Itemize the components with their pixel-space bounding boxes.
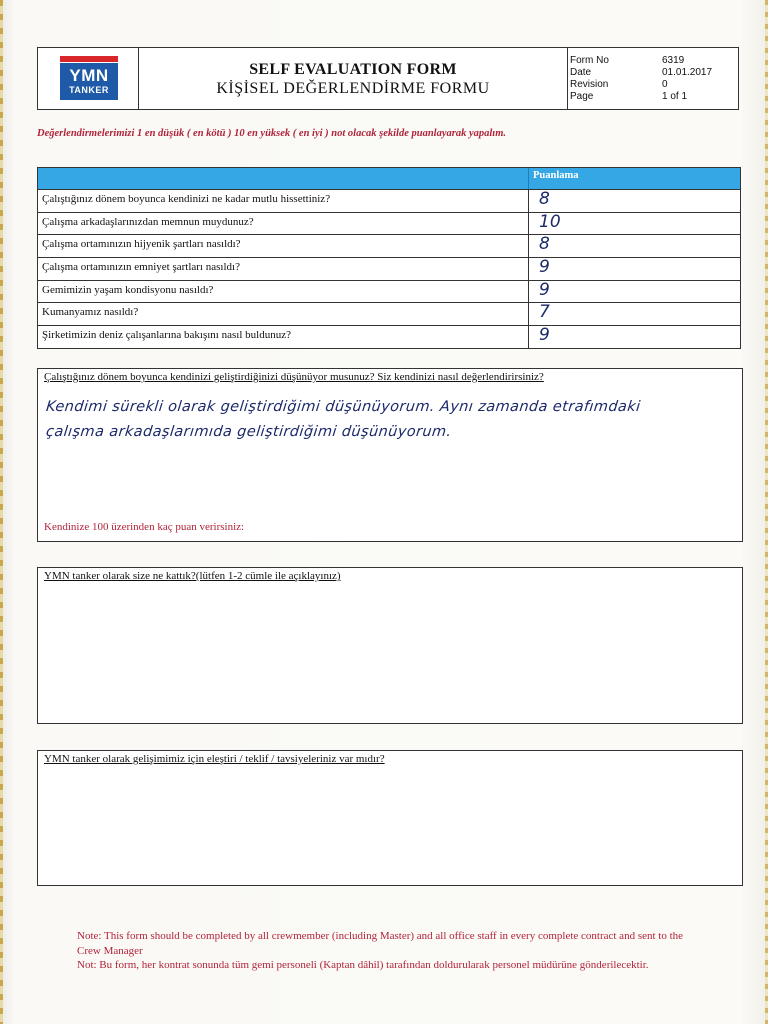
score-value: 9 bbox=[539, 257, 550, 278]
score-value: 8 bbox=[539, 234, 550, 255]
score-value: 9 bbox=[539, 325, 550, 346]
table-row bbox=[38, 190, 740, 213]
meta-revision bbox=[570, 79, 736, 91]
logo-red-stripe bbox=[60, 56, 118, 62]
rating-table bbox=[37, 167, 741, 349]
score-field[interactable] bbox=[528, 258, 741, 280]
feedback-box[interactable] bbox=[37, 750, 743, 886]
table-row bbox=[38, 281, 740, 304]
score-value: 7 bbox=[539, 302, 550, 323]
meta-key: Date bbox=[570, 67, 592, 78]
score-field[interactable] bbox=[528, 281, 741, 303]
self-score-prompt: Kendinize 100 üzerinden kaç puan verirsiniz: bbox=[44, 521, 245, 533]
title-cell bbox=[139, 48, 568, 109]
logo-box bbox=[60, 63, 118, 100]
rating-question: Kumanyamız nasıldı? bbox=[42, 306, 139, 319]
rating-question: Çalıştığınız dönem boyunca kendinizi ne kadar mutlu hissettiniz? bbox=[42, 193, 331, 205]
logo-text-tanker: TANKER bbox=[69, 85, 109, 95]
table-row bbox=[38, 258, 740, 281]
rating-question: Şirketimizin deniz çalışanlarına bakışını nasıl buldunuz? bbox=[42, 329, 291, 342]
score-value: 10 bbox=[539, 211, 561, 232]
logo-text-ymn: YMN bbox=[69, 66, 109, 85]
score-field[interactable] bbox=[528, 213, 741, 235]
form-header bbox=[37, 47, 739, 110]
self-development-question: Çalıştığınız dönem boyunca kendinizi geliştirdiğinizi düşünüyor musunuz? Siz kendinizi nasıl değerlendirirsiniz? bbox=[44, 371, 544, 383]
rating-question: Çalışma ortamınızın emniyet şartları nasıldı? bbox=[42, 261, 240, 274]
form-title-tr: KİŞİSEL DEĞERLENDİRME FORMU bbox=[216, 80, 490, 97]
meta-form-no bbox=[570, 55, 736, 67]
self-development-box[interactable] bbox=[37, 368, 743, 542]
meta-date bbox=[570, 67, 736, 79]
form-note bbox=[77, 929, 697, 973]
meta-key: Page bbox=[570, 91, 594, 102]
feedback-question: YMN tanker olarak gelişimimiz için eleştiri / teklif / tavsiyeleriniz var mıdır? bbox=[44, 753, 385, 765]
handwritten-answer-line-1: Kendimi sürekli olarak geliştirdiğimi düşünüyorum. Aynı zamanda etrafımdaki bbox=[45, 399, 642, 415]
handwritten-answer-line-2: çalışma arkadaşlarımıda geliştirdiğimi düşünüyorum. bbox=[45, 424, 453, 440]
contribution-question: YMN tanker olarak size ne kattık?(lütfen 1-2 cümle ile açıklayınız) bbox=[44, 570, 341, 582]
rating-question: Gemimizin yaşam kondisyonu nasıldı? bbox=[42, 283, 214, 296]
score-field[interactable] bbox=[528, 190, 741, 212]
score-field[interactable] bbox=[528, 235, 741, 257]
score-value: 8 bbox=[539, 189, 550, 209]
rating-instruction: Değerlendirmelerimizi 1 en düşük ( en kötü ) 10 en yüksek ( en iyi ) not olacak şekilde puanlayarak yapalım. bbox=[37, 128, 506, 139]
meta-value: 1 of 1 bbox=[662, 91, 688, 102]
form-meta bbox=[568, 48, 738, 109]
meta-value: 0 bbox=[662, 79, 668, 90]
table-row bbox=[38, 303, 740, 326]
meta-page bbox=[570, 91, 736, 103]
table-row bbox=[38, 235, 740, 258]
table-row bbox=[38, 326, 740, 348]
score-column-header: Puanlama bbox=[528, 168, 740, 189]
note-tr: Not: Bu form, her kontrat sonunda tüm gemi personeli (Kaptan dâhil) tarafından doldurularak personel müdürüne gönderilecektir. bbox=[77, 959, 649, 971]
ymn-tanker-logo bbox=[60, 56, 118, 100]
contribution-box[interactable] bbox=[37, 567, 743, 724]
logo-cell bbox=[38, 48, 139, 109]
note-en: Note: This form should be completed by all crewmember (including Master) and all office staff in every complete contract and sent to the Crew Manager bbox=[77, 930, 684, 957]
form-title-en: SELF EVALUATION FORM bbox=[249, 61, 457, 78]
rating-question: Çalışma arkadaşlarınızdan memnun muydunuz? bbox=[42, 215, 254, 228]
meta-key: Form No bbox=[570, 55, 609, 66]
meta-key: Revision bbox=[570, 79, 609, 90]
rating-question: Çalışma ortamınızın hijyenik şartları nasıldı? bbox=[42, 238, 241, 251]
table-row bbox=[38, 213, 740, 236]
rating-table-header bbox=[38, 168, 740, 190]
score-field[interactable] bbox=[528, 326, 741, 348]
score-field[interactable] bbox=[528, 303, 741, 325]
paper-edge-left bbox=[0, 0, 3, 1024]
meta-value: 6319 bbox=[662, 55, 685, 66]
score-value: 9 bbox=[539, 279, 550, 300]
meta-value: 01.01.2017 bbox=[662, 67, 713, 78]
